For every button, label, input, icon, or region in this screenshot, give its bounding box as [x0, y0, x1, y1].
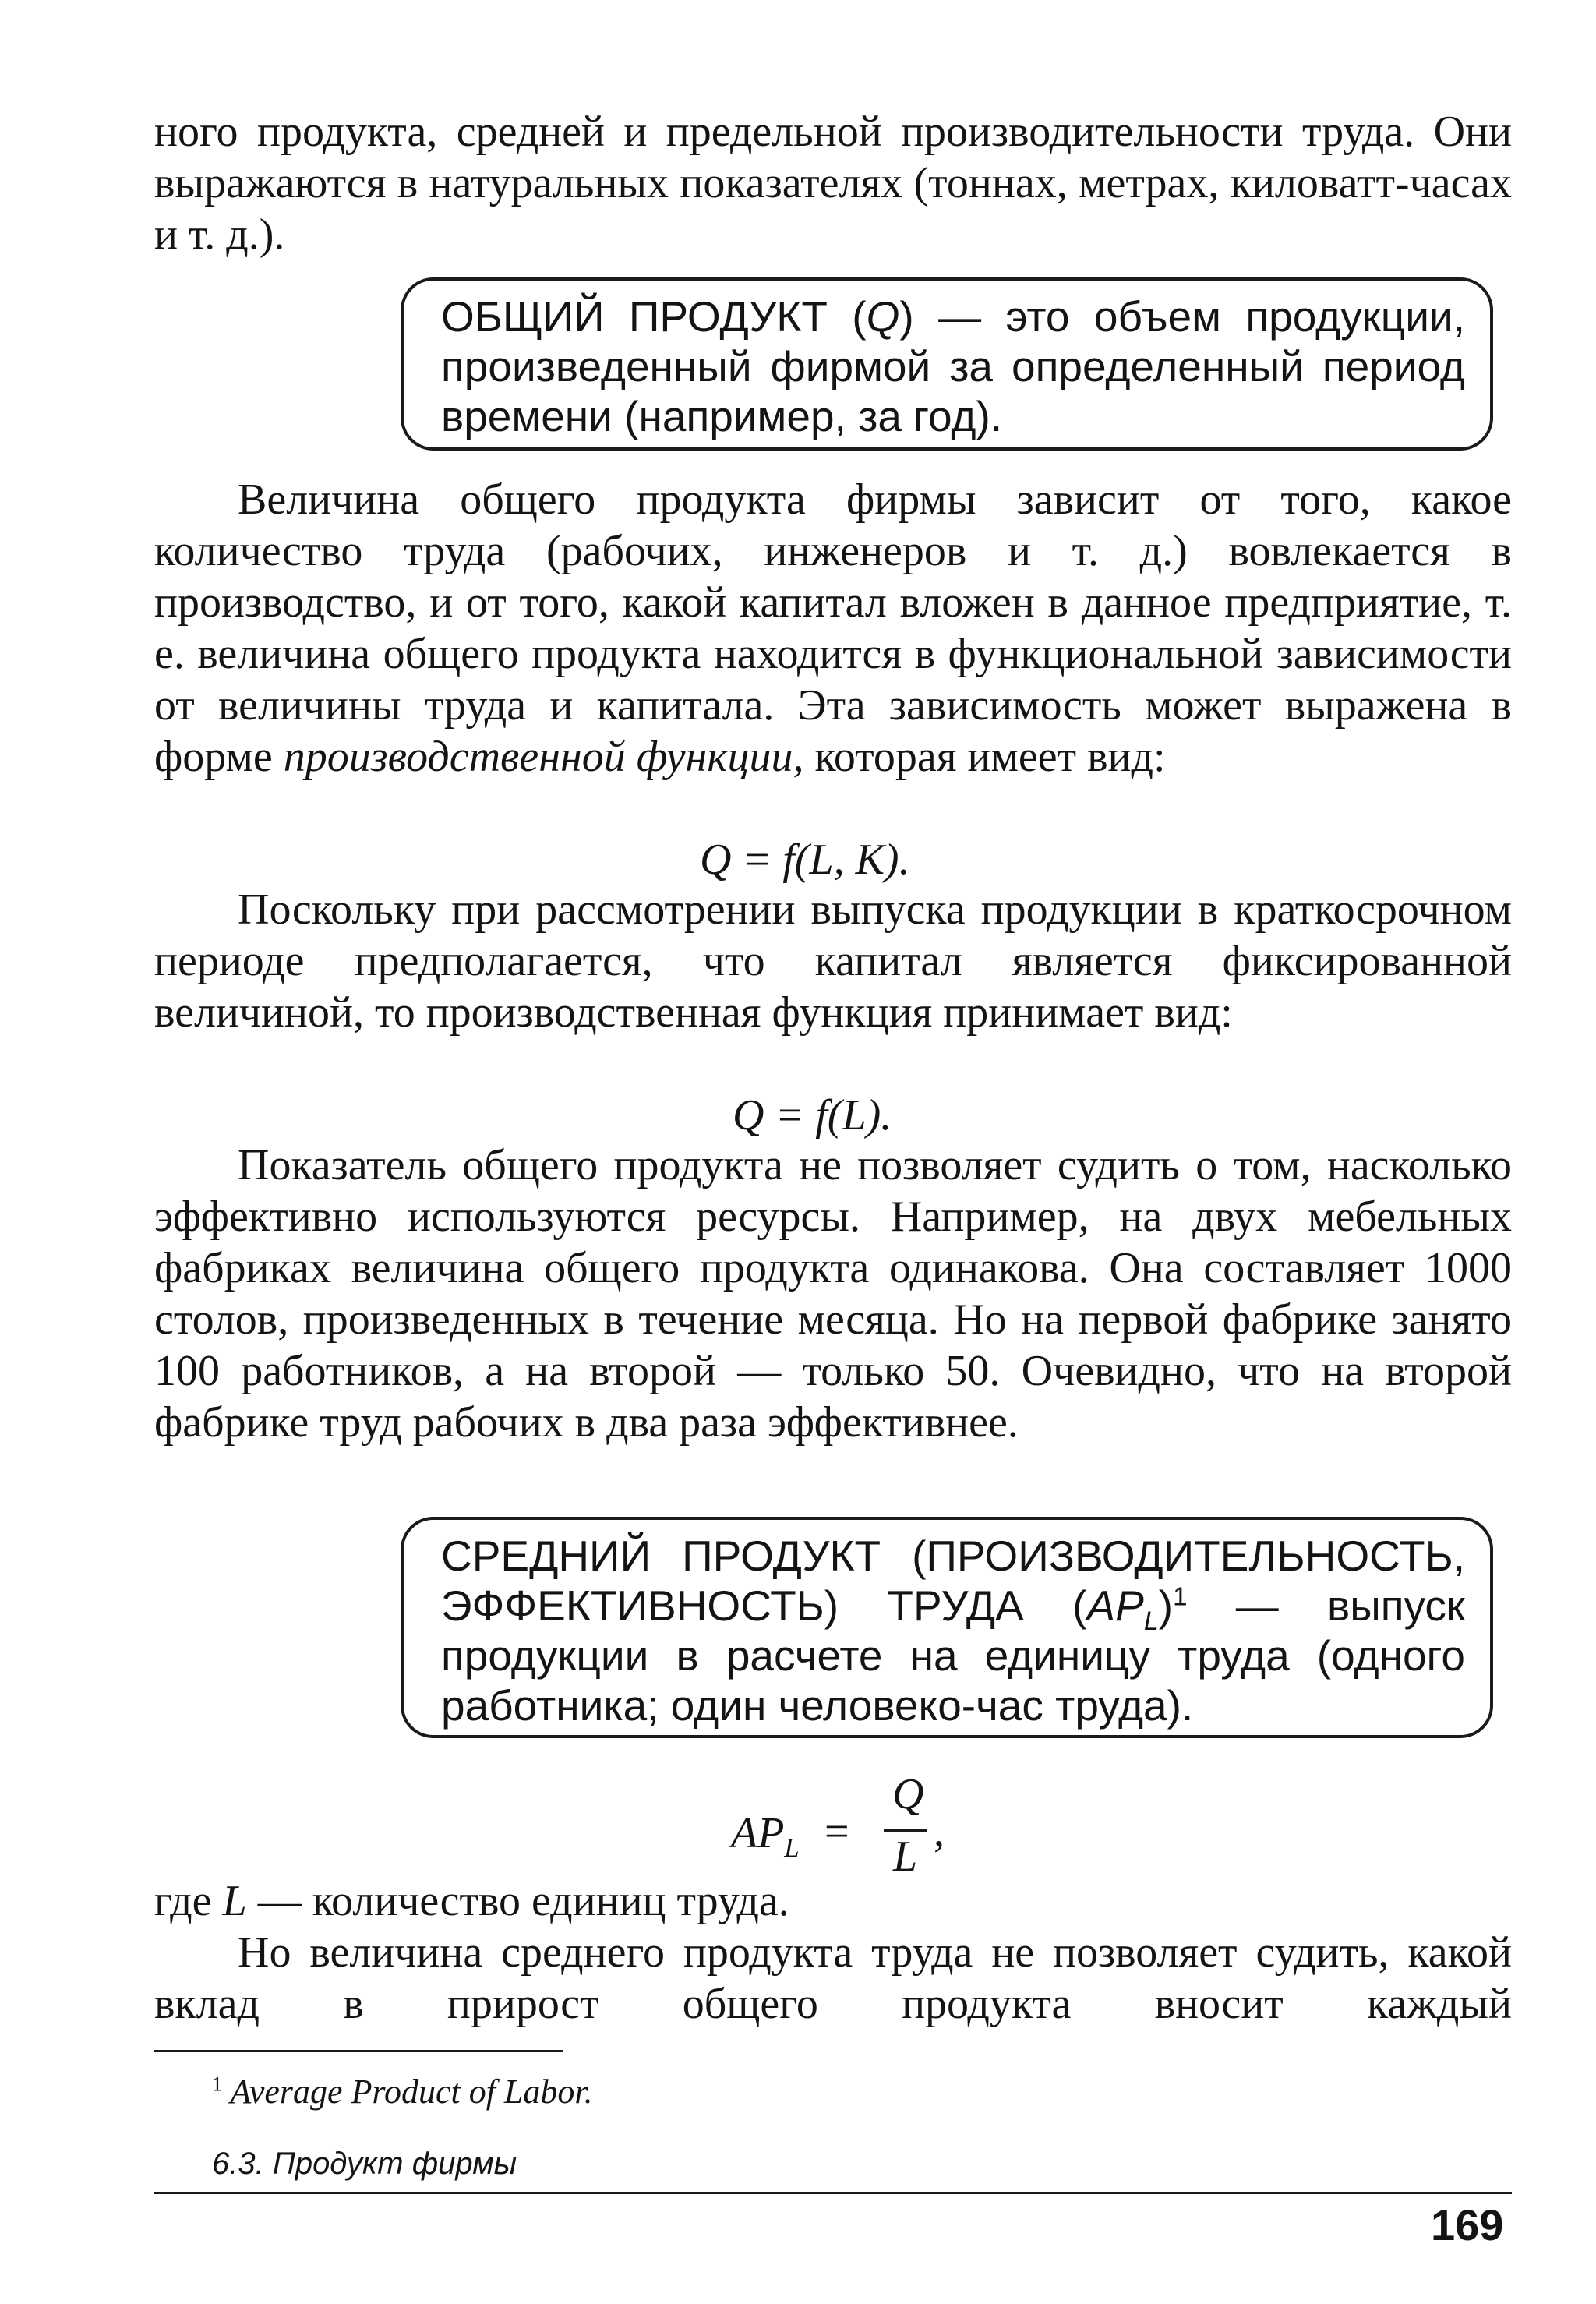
footnote — [212, 2072, 593, 2111]
footnote-mark: 1 — [212, 2072, 223, 2096]
formula-numerator: Q — [892, 1770, 924, 1818]
page-number: 169 — [1431, 2200, 1504, 2249]
footnote-reference: 1 — [1173, 1581, 1188, 1611]
paragraph-short-run — [154, 884, 1512, 1038]
definition-close-paren: ) — [1158, 1581, 1174, 1630]
formula-subscript: L — [784, 1832, 800, 1864]
definition-text — [441, 1531, 1465, 1730]
variable-l: L — [222, 1877, 247, 1925]
definition-box-average-product — [401, 1517, 1493, 1738]
paragraph-text: ного продукта, средней и предельной производительности труда. Они выражаются в натуральных показателях (тоннах, метрах, киловатт-часах и т. д.). — [154, 108, 1512, 259]
footnote-text: Average Product of Labor. — [230, 2073, 593, 2111]
formula-short-run: Q = f(L). — [733, 1091, 892, 1140]
definition-box-total-product — [401, 277, 1493, 451]
definition-term: ОБЩИЙ ПРОДУКТ ( — [441, 292, 867, 341]
emphasis-term: производственной функции, — [283, 733, 804, 781]
where-word: где — [154, 1877, 223, 1925]
paragraph-text — [154, 474, 1512, 783]
definition-variable: Q — [866, 292, 900, 341]
formula-explanation — [154, 1875, 1512, 1927]
paragraph-efficiency — [154, 1140, 1512, 1448]
footer-rule — [154, 2192, 1512, 2194]
formula-denominator: L — [893, 1832, 918, 1881]
formula-production-function: Q = f(L, K). — [700, 836, 910, 884]
paragraph-text: Показатель общего продукта не позволяет судить о том, насколько эффективно используются ресурсы. Например, на двух мебельных фабриках величина общего продукта одинакова. Она составляет 1000 столов, произведенных в течение месяца. Но на первой фабрике занято 100 работников, а на второй — только 50. Очевидно, что на второй фабрике труд рабочих в два раза эффективнее. — [154, 1141, 1512, 1447]
definition-body: — выпуск продукции в расчете на единицу труда (одного работника; один человеко-час труда). — [441, 1581, 1465, 1730]
paragraph-text: Поскольку при рассмотрении выпуска продукции в краткосрочном периоде предполагается, что капитал является фиксированной величиной, то производственная функция принимает вид: — [154, 885, 1512, 1037]
definition-variable: AP — [1086, 1581, 1144, 1630]
formula-equals: = — [824, 1808, 849, 1856]
paragraph-marginal — [154, 1927, 1512, 2030]
paragraph-text-b: которая имеет вид: — [803, 733, 1166, 781]
running-footer: 6.3. Продукт фирмы — [212, 2147, 517, 2181]
footnote-separator — [154, 2050, 563, 2052]
definition-text — [441, 292, 1465, 441]
formula-ap: AP — [731, 1809, 785, 1857]
paragraph-continuation — [154, 106, 1512, 260]
formula-comma: , — [934, 1808, 945, 1856]
paragraph-production-function — [154, 474, 1512, 783]
definition-body: ) — это объем продукции, произведенный фирмой за определенный период времени (например, за год). — [441, 292, 1465, 440]
formula-lhs — [731, 1808, 800, 1864]
definition-subscript: L — [1143, 1606, 1159, 1636]
paragraph-text: Но величина среднего продукта труда не позволяет судить, какой вклад в прирост общего продукта вносит каждый — [154, 1928, 1512, 2028]
paragraph-text-a: Величина общего продукта фирмы зависит от того, какое количество труда (рабочих, инженеров и т. д.) вовлекается в производство, и от того, какой капитал вложен в данное предприятие, т. е. величина общего продукта находится в функциональной зависимости от величины труда и капитала. Эта зависимость может выражена в форме — [154, 475, 1512, 781]
definition-term: СРЕДНИЙ ПРОДУКТ (ПРОИЗВОДИТЕЛЬНОСТЬ, ЭФФЕКТИВНОСТЬ) ТРУДА ( — [441, 1532, 1465, 1630]
where-explanation: — количество единиц труда. — [246, 1877, 789, 1925]
paragraph-text — [154, 1875, 1512, 1927]
